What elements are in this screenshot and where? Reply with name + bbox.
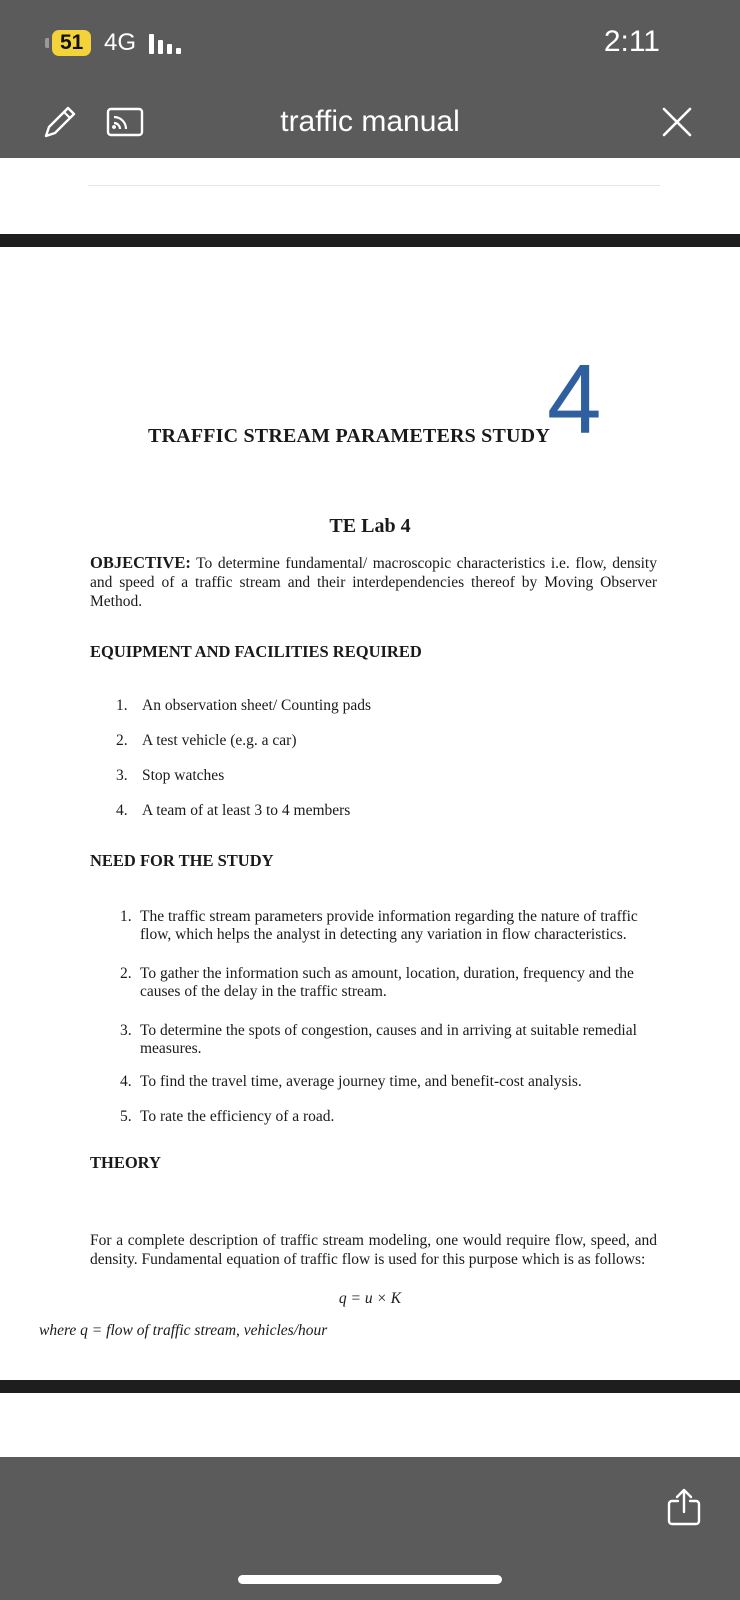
page-separator bbox=[0, 234, 740, 247]
need-text: To gather the information such as amount, location, duration, frequency and the causes of the delay in the traffic stream. bbox=[140, 965, 634, 1000]
need-item bbox=[120, 1073, 656, 1091]
share-icon[interactable] bbox=[666, 1487, 702, 1527]
divider bbox=[88, 185, 660, 186]
equipment-number: 1. bbox=[116, 697, 128, 714]
close-icon[interactable] bbox=[657, 102, 697, 142]
equipment-text: A test vehicle (e.g. a car) bbox=[142, 732, 297, 749]
status-bar bbox=[0, 0, 740, 84]
need-heading: NEED FOR THE STUDY bbox=[90, 851, 274, 870]
need-number: 1. bbox=[120, 908, 132, 925]
equipment-text: An observation sheet/ Counting pads bbox=[142, 697, 372, 714]
objective-label: OBJECTIVE: bbox=[90, 553, 191, 572]
need-item bbox=[120, 1022, 656, 1058]
need-item bbox=[120, 965, 656, 1001]
need-text: To find the travel time, average journey time, and benefit-cost analysis. bbox=[140, 1073, 582, 1090]
objective-paragraph bbox=[90, 553, 657, 611]
equipment-item bbox=[116, 801, 350, 821]
lab-title: TE Lab 4 bbox=[329, 515, 411, 537]
signal-icon bbox=[149, 34, 185, 54]
equipment-number: 3. bbox=[116, 767, 128, 784]
clock: 2:11 bbox=[603, 25, 660, 58]
equipment-number: 4. bbox=[116, 802, 128, 819]
next-page-top bbox=[0, 1393, 740, 1457]
need-number: 4. bbox=[120, 1073, 132, 1090]
equipment-item bbox=[116, 696, 371, 716]
theory-paragraph: For a complete description of traffic stream modeling, one would require flow, speed, and density. Fundamental equation of traffic flow is used for this purpose which is as follows: bbox=[90, 1232, 657, 1268]
battery-nub bbox=[45, 38, 49, 48]
need-item bbox=[120, 1108, 656, 1126]
equipment-heading: EQUIPMENT AND FACILITIES REQUIRED bbox=[90, 642, 422, 661]
document-page[interactable] bbox=[0, 247, 740, 1380]
network-type: 4G bbox=[104, 29, 137, 56]
battery-indicator: 51 bbox=[52, 30, 91, 56]
equation-definition: where q = flow of traffic stream, vehicles/hour bbox=[39, 1322, 328, 1339]
equipment-item bbox=[116, 731, 297, 751]
home-indicator[interactable] bbox=[238, 1575, 502, 1584]
need-text: The traffic stream parameters provide information regarding the nature of traffic flow, which helps the analyst in detecting any variation in flow characteristics. bbox=[140, 908, 638, 943]
previous-page-bottom bbox=[0, 158, 740, 234]
bottom-bar bbox=[0, 1457, 740, 1600]
equipment-item bbox=[116, 766, 224, 786]
theory-heading: THEORY bbox=[90, 1153, 161, 1172]
chapter-title: TRAFFIC STREAM PARAMETERS STUDY bbox=[148, 425, 550, 447]
page-separator bbox=[0, 1380, 740, 1393]
need-number: 3. bbox=[120, 1022, 132, 1039]
need-number: 2. bbox=[120, 965, 132, 982]
document-title: traffic manual bbox=[280, 105, 460, 138]
need-item bbox=[120, 908, 656, 944]
chapter-number: 4 bbox=[547, 344, 602, 454]
flow-equation: q = u × K bbox=[338, 1290, 402, 1307]
objective-text: To determine fundamental/ macroscopic characteristics i.e. flow, density and speed of a traffic stream and their interdependencies thereof by Moving Observer Method. bbox=[90, 555, 657, 610]
equipment-text: A team of at least 3 to 4 members bbox=[142, 802, 351, 819]
need-text: To rate the efficiency of a road. bbox=[140, 1108, 335, 1125]
document-toolbar bbox=[0, 84, 740, 158]
need-text: To determine the spots of congestion, causes and in arriving at suitable remedial measures. bbox=[140, 1022, 637, 1057]
equipment-number: 2. bbox=[116, 732, 128, 749]
need-number: 5. bbox=[120, 1108, 132, 1125]
equipment-text: Stop watches bbox=[142, 767, 225, 784]
